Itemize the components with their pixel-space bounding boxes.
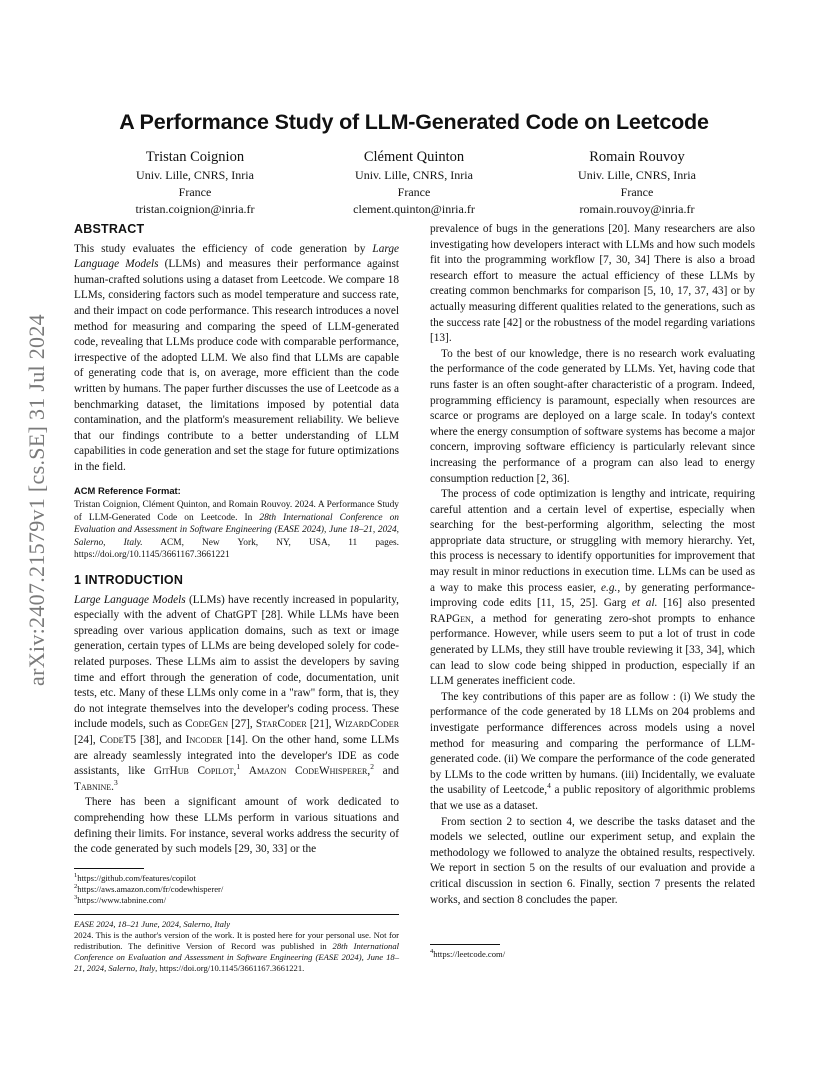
- acm-ref-venue: 28th International Conference on Evaluation and Assessment in Software Engineering (EASE 2024), June 18–21, 2024, Salerno, Italy.: [74, 512, 399, 548]
- right-footnote-area: [430, 944, 755, 960]
- author-country: France: [178, 185, 212, 199]
- footnote-2: [74, 884, 399, 895]
- footnote-marker-2[interactable]: 2: [370, 762, 374, 772]
- right-paragraph-5: From section 2 to section 4, we describe the tasks dataset and the models we selected, outline our experiment setup, and explain the methodology we followed to analyze the obtained results, respectively. We report in section 5 on the results of our evaluation and provide a critical discussion in section 6. Finally, section 7 presents the related works, and section 8 concludes the paper.: [430, 815, 755, 906]
- acm-ref-part-2: ACM, New York, NY, USA, 11 pages. https://doi.org/10.1145/3661167.3661221: [74, 537, 400, 561]
- etal-emphasis: et al.: [631, 597, 658, 610]
- author-name: Romain Rouvoy: [589, 149, 685, 165]
- footnote-1: [74, 873, 399, 884]
- abstract-text-cont: (LLMs) and measures their performance against human-crafted solutions using a dataset from Leetcode. We compare 18 LLMs, considering factors such as model temperature and success rate, and their impact on code performance. This research introduces a novel method for measuring and comparing the speed of LLM-generated code, revealing that LLMs produce code with comparable performance, irrespective of the adopted LLM. We also find that LLMs are capable of generating code that is, on average, more efficient than the code written by humans. The paper further discusses the use of Leetcode as a benchmarking dataset, the limitations imposed by potential data contamination, and the platform's measurement reliability. We believe that our findings contribute to a better understanding of LLM capabilities in code generation and set the stage for future optimizations in the field.: [74, 258, 399, 473]
- intro-text: (LLMs) have recently increased in popularity, especially with the advent of ChatGPT [28]. While LLMs have been spreading over various application domains, such as text or image generation, certain types of LLMs are being developed solely for code-related purposes. These LLMs aim to assist the developers by saving time and effort through the generation of code, documentation, unit tests, etc. Many of these LLMs only come in a "raw" form, that is, they do not integrate themselves into the developer's coding process. These include models, such as: [74, 593, 399, 731]
- footnote-marker-1[interactable]: 1: [236, 762, 241, 772]
- footnote-link[interactable]: https://aws.amazon.com/fr/codewhisperer/: [77, 883, 224, 894]
- model-wizardcoder: WizardCoder: [334, 718, 400, 731]
- ref-text: [27],: [227, 718, 256, 731]
- abstract-paragraph: [74, 242, 399, 476]
- rapgen-smallcaps: Gen: [451, 612, 471, 625]
- right-paragraph-4: [430, 690, 755, 815]
- model-incoder: Incoder: [185, 734, 223, 746]
- footnote-4: [430, 949, 755, 960]
- paragraph-text: , by generating performance-improving code edits [11, 15, 25]. Garg: [430, 581, 755, 610]
- right-column: [430, 222, 755, 908]
- copyright-notice: [74, 930, 399, 974]
- abstract-emphasis: Large Language Models: [74, 242, 399, 271]
- author-country: France: [620, 185, 654, 199]
- author-email: clement.quinton@inria.fr: [353, 202, 475, 216]
- author-affiliation: Univ. Lille, CNRS, Inria: [355, 168, 473, 182]
- paragraph-text: , a method for generating zero-shot prompts to enhance performance. However, while users seem to put a lot of trust in code generated by LLMs, they still have trouble reviewing it [33, 34], which can lead to slow code being shipped in production, especially if an LLM generates inefficient code.: [430, 612, 755, 688]
- arxiv-id-text: arXiv:2407.21579v1 [cs.SE] 31 Jul 2024: [24, 314, 49, 686]
- author-country: France: [397, 185, 431, 199]
- footnote-marker-3[interactable]: 3: [113, 778, 118, 788]
- paragraph-text: The key contributions of this paper are as follow : (i) We study the performance of the code generated by 18 LLMs on 204 problems and investigate performance differences across models using a novel method for measuring and comparing the performance of LLM-generated code. (ii) We compare the performance of the code generated by LLMs to the code written by humans. (iii) Incidentally, we evaluate the usability of Leetcode,: [430, 690, 755, 797]
- ref-text: [24],: [74, 734, 100, 746]
- author-name: Clément Quinton: [363, 149, 465, 165]
- model-starcoder: StarCoder: [255, 718, 307, 731]
- eg-emphasis: e.g.: [601, 581, 618, 594]
- acm-ref-part: Tristan Coignion, Clément Quinton, and Romain Rouvoy. 2024. A Performance Study of LLM-Generated Code on Leetcode. In: [74, 500, 399, 523]
- copyright-divider: [74, 914, 399, 915]
- right-paragraph-3: [430, 487, 755, 690]
- footnote-number: 4: [430, 948, 434, 956]
- paragraph-text: a public repository of algorithmic problems that we use as a dataset.: [430, 784, 755, 812]
- paper-title: A Performance Study of LLM-Generated Code on Leetcode: [119, 110, 709, 134]
- footnote-number: 2: [74, 882, 78, 890]
- intro-paragraph-2: There has been a significant amount of work dedicated to comprehending how these LLMs perform in various situations and defining their limits. For instance, several works address the security of the code generated by such models [29, 30, 33] or the: [74, 796, 399, 856]
- intro-emphasis: Large Language Models: [74, 593, 186, 606]
- paragraph-text: The process of code optimization is lengthy and intricate, requiring careful attention and a certain level of expertise, especially when searching for the best-performing algorithm, selecting the most appropriate data structure, or struggling with memory hierarchy. Yet, this process is necessary to identify opportunities for improvement that may result in minor reductions in execution time. LLMs can be used as a way to make this process easier,: [430, 488, 755, 594]
- acm-reference-text: [74, 499, 399, 562]
- introduction-heading: 1 INTRODUCTION: [74, 573, 184, 588]
- footnote-marker-4[interactable]: 4: [547, 781, 551, 791]
- author-block-1: [75, 148, 315, 218]
- and-text: and: [373, 765, 399, 778]
- ref-text: [38], and: [136, 734, 186, 746]
- left-column: [74, 222, 399, 974]
- model-tabnine: Tabnine.: [74, 780, 114, 793]
- author-affiliation: Univ. Lille, CNRS, Inria: [578, 168, 696, 182]
- ref-text: [21],: [306, 718, 335, 731]
- model-codet5: CodeT5: [99, 734, 137, 746]
- footnote-number: 1: [74, 871, 78, 879]
- acm-reference-heading: ACM Reference Format:: [74, 484, 181, 496]
- author-name: Tristan Coignion: [145, 149, 245, 165]
- footnote-divider: [430, 944, 500, 945]
- model-codewhisperer: Amazon CodeWhisperer,: [248, 765, 371, 778]
- author-block-2: [294, 148, 534, 218]
- model-copilot: GitHub Copilot,: [153, 765, 237, 778]
- author-affiliation: Univ. Lille, CNRS, Inria: [136, 168, 254, 182]
- abstract-text: This study evaluates the efficiency of code generation by: [74, 242, 373, 255]
- author-email: tristan.coignion@inria.fr: [135, 202, 255, 216]
- paragraph-text: [16] also presented RAP: [430, 597, 755, 625]
- right-paragraph-2: To the best of our knowledge, there is no research work evaluating the performance of the code generated by LLMs. Yet, having code that runs faster is an often sought-after characteristic of a program. Indeed, programming efficiency is paramount, especially when resources are scarce or programs are deployed on a large scale. In today's context where the energy consumption of software systems has become a major concern, improving software efficiency is particularly relevant since increasing the performance of a program can also lead to energy consumption reduction [2, 36].: [430, 347, 755, 485]
- abstract-heading: ABSTRACT: [74, 222, 145, 236]
- author-email: romain.rouvoy@inria.fr: [579, 202, 695, 216]
- footnote-3: [74, 895, 399, 906]
- footnote-divider: [74, 868, 144, 869]
- intro-paragraph-1: [74, 593, 399, 796]
- copyright-venue: 28th International Conference on Evaluation and Assessment in Software Engineering (EASE 2024), June 18–21, 2024, Salerno, Italy: [74, 940, 400, 973]
- right-paragraph-1: prevalence of bugs in the generations [20]. Many researchers are also investigating how developers interact with LLMs and how such models fit into the programming workflow [7, 30, 34] There is also a broad research effort to measure the actual efficiency of these LLMs by creating common benchmarks for comparison [5, 10, 17, 37, 43] or by actually measuring different qualities related to the generations, such as the success rate [42] or the robustness of the model regarding variations [13].: [430, 223, 755, 345]
- footnote-link[interactable]: https://github.com/features/copilot: [77, 872, 196, 883]
- ref-text: [14]. On the other hand, some LLMs are already seamlessly integrated into the developer's IDE as code assistants, like: [74, 734, 399, 778]
- copyright-text: 2024. This is the author's version of the work. It is posted here for your personal use. Not for redistribution. The definitive Version of Record was published in: [74, 929, 399, 951]
- conference-name: EASE 2024, 18–21 June, 2024, Salerno, Italy: [74, 918, 231, 929]
- footnote-link[interactable]: https://www.tabnine.com/: [77, 894, 166, 905]
- arxiv-identifier-stamp: [22, 300, 52, 700]
- footnote-number: 3: [74, 893, 78, 901]
- author-block-3: [517, 148, 757, 218]
- model-codegen: CodeGen: [185, 718, 228, 731]
- footnote-link[interactable]: https://leetcode.com/: [433, 949, 506, 959]
- copyright-doi[interactable]: , https://doi.org/10.1145/3661167.3661221.: [155, 962, 305, 973]
- conference-line: [74, 919, 399, 930]
